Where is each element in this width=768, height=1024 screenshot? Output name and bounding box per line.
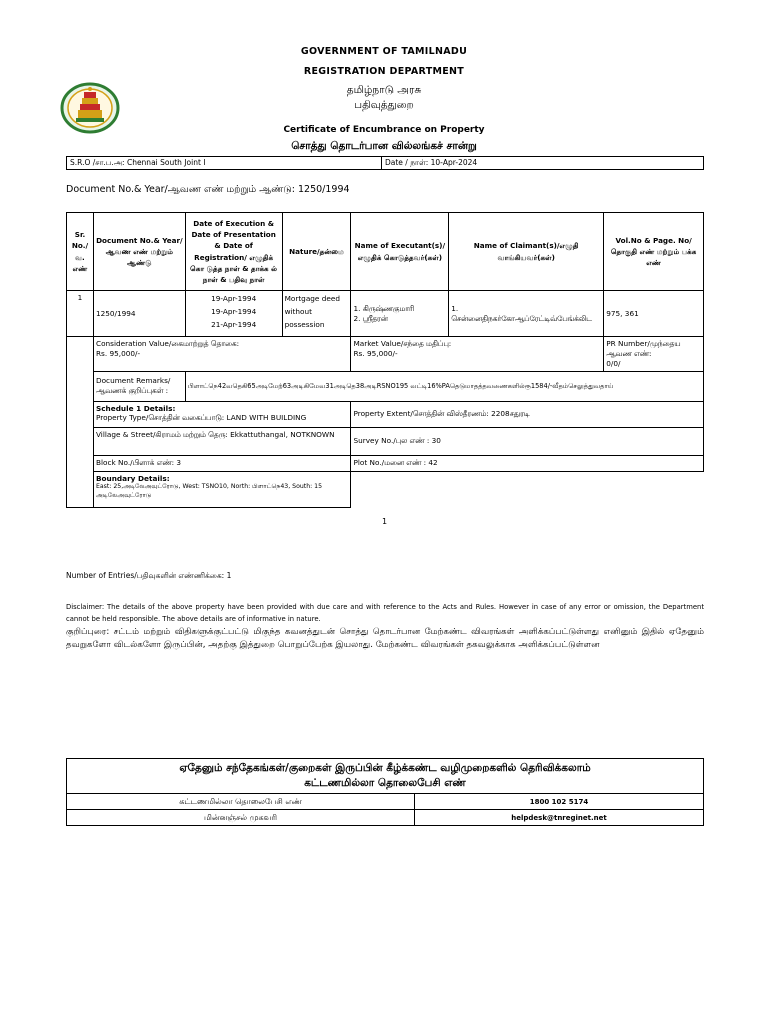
executant-2: 2. ஸ்ரீதரன் bbox=[353, 313, 388, 323]
boundary-details bbox=[93, 471, 350, 507]
pr-number bbox=[604, 337, 704, 372]
contact-title-line1: ஏதேனும் சந்தேகங்கள்/குறைகள் இருப்பின் கீழ்க்கண்ட வழிமுறைகளில் தெரிவிக்கலாம் bbox=[179, 762, 591, 775]
nature-line: Mortgage deed bbox=[284, 294, 340, 303]
boundary-label: Boundary Details: bbox=[95, 473, 170, 483]
email-row bbox=[67, 810, 704, 826]
market-value bbox=[351, 337, 604, 372]
sro-date-row bbox=[66, 156, 704, 170]
date-registration: 21-Apr-1994 bbox=[211, 319, 257, 329]
boundary-row bbox=[67, 471, 704, 507]
certificate-title-tamil: சொத்து தொடர்பான வில்லங்கச் சான்று bbox=[291, 140, 477, 152]
market-amount: Rs. 95,000/- bbox=[353, 348, 398, 358]
header-gov: GOVERNMENT OF TAMILNADU bbox=[300, 46, 468, 57]
phone-number[interactable]: 1800 102 5174 bbox=[415, 794, 704, 810]
schedule-details bbox=[93, 401, 350, 427]
pr-value: 0/0/ bbox=[606, 358, 621, 368]
col-header-document: Document No.& Year/ ஆவண எண் மற்றும் ஆண்டு bbox=[93, 213, 185, 291]
date-presentation: 19-Apr-1994 bbox=[211, 306, 257, 316]
cell-dates bbox=[185, 291, 282, 337]
block-row bbox=[67, 455, 704, 471]
cell-volume-page: 975, 361 bbox=[604, 291, 704, 337]
boundary-value: East: 25,அடிலேஅவுட்ரோடு, West: TSNO10, North: பிளாட்நெ43, South: 15 அடிலேஅவுட்ரோடு bbox=[95, 483, 323, 499]
village-street: Village & Street/கிராமம் மற்றும் தெரு: Ekkattuthangal, NOTKNOWN bbox=[93, 427, 350, 455]
col-header-sr: Sr. No./வ. எண் bbox=[67, 213, 94, 291]
contact-title-line2: கட்டணமில்லா தொலைபேசி எண் bbox=[304, 777, 466, 789]
col-header-claimant: Name of Claimant(s)/எழுதி வாங்கியவர்(கள்) bbox=[449, 213, 604, 291]
email-address[interactable]: helpdesk@tnreginet.net bbox=[415, 810, 704, 826]
table-header-row bbox=[67, 213, 704, 291]
remarks-value: பிளாட்நெ42வதெகி65அடிமேற்63அடிகிமேவ31அடிதெ38அடிRSNO195 வட்டி16%PAதெடுமாதத்தவணைகளில்ரூ1584/-வீதம்செலுத்துவதாய் bbox=[185, 371, 703, 401]
cell-document: 1250/1994 bbox=[93, 291, 185, 337]
col-header-executant: Name of Executant(s)/ எழுதிக் கொடுத்தவர்(கள்) bbox=[351, 213, 449, 291]
page-number: 1 bbox=[382, 517, 388, 526]
header-dept: REGISTRATION DEPARTMENT bbox=[303, 66, 465, 77]
table-row bbox=[67, 291, 704, 337]
market-label: Market Value/சந்தை மதிப்பு: bbox=[353, 339, 452, 348]
contact-title bbox=[67, 759, 704, 794]
village-row bbox=[67, 427, 704, 455]
consideration-amount: Rs. 95,000/- bbox=[95, 348, 141, 358]
cell-nature bbox=[282, 291, 351, 337]
schedule-label: Schedule 1 Details: bbox=[95, 403, 176, 413]
document-number-line: Document No.& Year/ஆவண எண் மற்றும் ஆண்டு: 1250/1994 bbox=[66, 184, 350, 195]
claimant-name: சென்னைதிநகர்கோஆப்ரேட்டிவ்பேங்க்லிட bbox=[451, 313, 592, 323]
phone-label: கட்டணமில்லா தொலைபேசி எண் bbox=[67, 794, 415, 810]
value-row bbox=[67, 337, 704, 372]
col-header-nature: Nature/தன்மை bbox=[282, 213, 351, 291]
plot-number: Plot No./மனை எண் : 42 bbox=[351, 455, 704, 471]
certificate-title: Certificate of Encumbrance on Property bbox=[283, 125, 485, 135]
claimant-number: 1. bbox=[451, 303, 459, 313]
encumbrance-table bbox=[66, 212, 704, 508]
contact-title-row bbox=[67, 759, 704, 794]
property-type: Property Type/சொத்தின் வகைப்பாடு: LAND WITH BUILDING bbox=[95, 413, 307, 423]
remarks-row bbox=[67, 371, 704, 401]
disclaimer-tamil: குறிப்புரை: சட்டம் மற்றும் விதிகளுக்குட்பட்டு மிகுந்த கவனத்துடன் சொத்து தொடர்பான மேற்கண்ட விவரங்கள் அளிக்கப்பட்டுள்ளது எனினும் இதில் ஏதேனும் தவறுகளோ விடல்களோ இருப்பின், அதற்கு இத்துறை பொறுப்பேற்க இயலாது. மேற்கண்ட விவரங்கள் தகவலுக்காக அளிக்கப்பட்டுள்ளன bbox=[66, 627, 704, 650]
nature-line: without bbox=[284, 306, 312, 316]
cell-executants bbox=[351, 291, 449, 337]
schedule-row bbox=[67, 401, 704, 427]
header-gov-tamil: தமிழ்நாடு அரசு bbox=[346, 84, 422, 96]
executant-1: 1. கிருஷ்ணகுமாரி bbox=[353, 303, 415, 313]
helpdesk-contact-table bbox=[66, 758, 704, 826]
col-header-dates: Date of Execution & Date of Presentation & Date of Registration/ எழுதிக் கொ டுத்த நாள் & தாக்க ல் நாள் & பதிவு நாள் bbox=[185, 213, 282, 291]
survey-number: Survey No./புல எண் : 30 bbox=[351, 427, 704, 455]
consideration-value bbox=[93, 337, 350, 372]
number-of-entries: Number of Entries/பதிவுகளின் எண்ணிக்கை: 1 bbox=[66, 571, 232, 580]
date-execution: 19-Apr-1994 bbox=[211, 294, 257, 303]
pr-label: PR Number/முந்தைய ஆவண எண்: bbox=[606, 339, 681, 358]
block-number: Block No./பிளாக் எண்: 3 bbox=[93, 455, 350, 471]
col-header-volume: Vol.No & Page. No/ தொகுதி எண் மற்றும் பக்க எண் bbox=[604, 213, 704, 291]
property-extent: Property Extent/சொத்தின் விஸ்தீரணம்: 2208சதுரடி bbox=[351, 401, 704, 427]
cell-claimant bbox=[449, 291, 604, 337]
header-dept-tamil: பதிவுத்துறை bbox=[354, 99, 414, 111]
consideration-label: Consideration Value/கைமாற்றுத் தொகை: bbox=[95, 339, 240, 348]
remarks-label: Document Remarks/ ஆவணக் குறிப்புகள் : bbox=[93, 371, 185, 401]
email-label: மின்னஞ்சல் முகவரி bbox=[67, 810, 415, 826]
sro-office: S.R.O /சா.ப.அ: Chennai South Joint I bbox=[67, 157, 382, 170]
certificate-date: Date / நாள்: 10-Apr-2024 bbox=[382, 157, 704, 170]
nature-line: possession bbox=[284, 319, 325, 329]
phone-row bbox=[67, 794, 704, 810]
disclaimer-english: Disclaimer: The details of the above property have been provided with due care and with reference to the Acts and Rules. However in case of any error or omission, the Department cannot be held responsible. The above details are of informative in nature. bbox=[66, 603, 704, 623]
cell-sr: 1 bbox=[67, 291, 94, 337]
